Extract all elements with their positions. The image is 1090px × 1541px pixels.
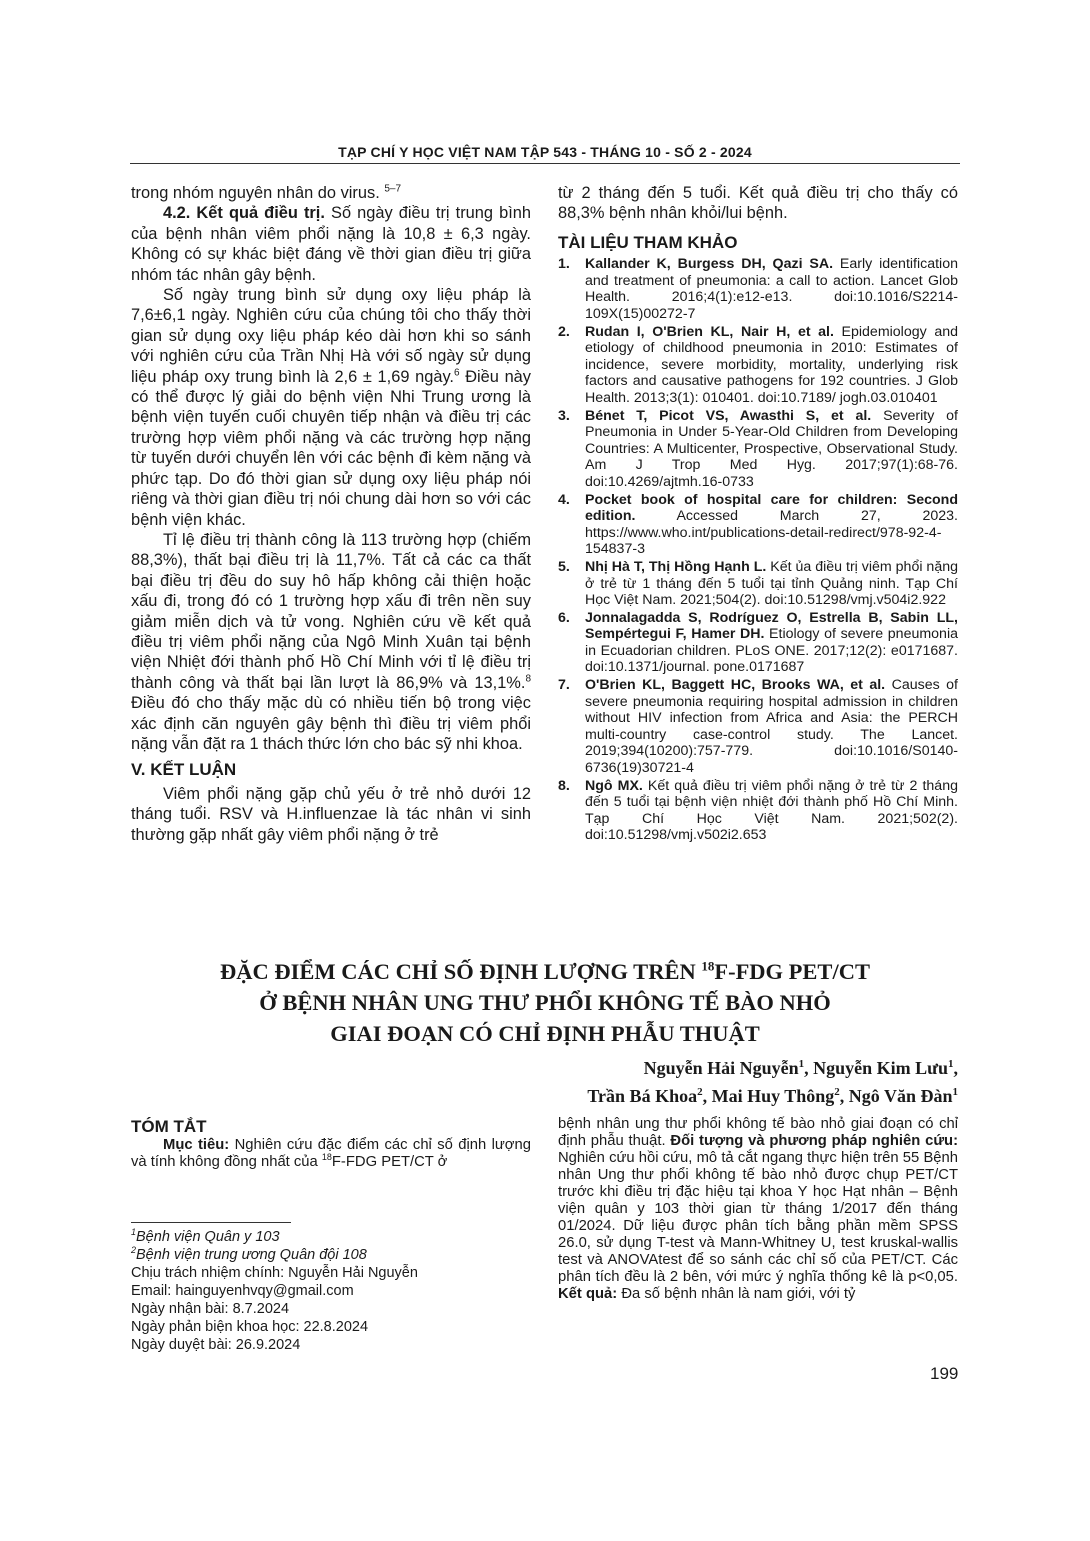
reference-details: Early identification and treatment of pneumonia: a call to action. Lancet Glob Health. 2016;4(1):e12-e13. doi:10.1016/S2214-109X(15)00272-7 — [585, 256, 958, 322]
reference-authors: Rudan I, O'Brien KL, Nair H, et al. — [585, 323, 834, 340]
abstract-body: bệnh nhân ung thư phổi không tế bào nhỏ giai đoạn có chỉ định phẫu thuật. Đối tượng và phương pháp nghiên cứu: Nghiên cứu hồi cứu, mô tả cắt ngang thực hiện trên 55 Bệnh nhân Ung thư phổi không tế bào nhỏ được chụp PET/CT trước khi điều trị đặc hiệu tại khoa Y học Hạt nhân – Bệnh viện quân y 103 thời gian từ tháng 1/2017 đến tháng 01/2024. Dữ liệu được phân tích bằng phần mềm SPSS 26.0, sử dụng T-test và Mann-Whitney U, test kruskal-wallis test và ANOVAtest để so sánh các chỉ số của PET/CT. Các phân tích đều là 2 bên, với mức ý nghĩa thống kê là p<0,05. Kết quả: Đa số bệnh nhân là nam giới, với tỷ — [558, 1116, 958, 1302]
date-received: Ngày nhận bài: 8.7.2024 — [131, 1301, 290, 1317]
author-line-2: Trần Bá Khoa$^2$, Mai Huy Thông$^2$, Ngô Văn Đàn$^1$ — [587, 1086, 958, 1106]
page-number: 199 — [930, 1364, 959, 1383]
paragraph: Viêm phổi nặng gặp chủ yếu ở trẻ nhỏ dưới 12 tháng tuổi. RSV và H.influenzae là tác nhân vi sinh thường gặp nhất gây viêm phổi nặng ở trẻ — [131, 784, 531, 844]
reference-number: 3. — [558, 407, 570, 424]
affiliation-2: $^2$Bệnh viện trung ương Quân đội 108 — [131, 1245, 367, 1263]
footnotes — [131, 1228, 531, 1354]
reference-text — [585, 492, 958, 558]
reference-number: 1. — [558, 256, 570, 273]
reference-text — [585, 610, 958, 676]
date-reviewed: Ngày phản biện khoa học: 22.8.2024 — [131, 1319, 369, 1335]
title-line-3: GIAI ĐOẠN CÓ CHỈ ĐỊNH PHẪU THUẬT — [330, 1021, 760, 1046]
reference-number: 5. — [558, 558, 570, 575]
paragraph: từ 2 tháng đến 5 tuổi. Kết quả điều trị cho thấy có 88,3% bệnh nhân khỏi/lui bệnh. — [558, 184, 958, 223]
reference-authors: Pocket book of hospital care for children: Second edition. — [585, 491, 958, 525]
reference-authors: Kallander K, Burgess DH, Qazi SA. — [585, 256, 834, 273]
reference-authors: Ngô MX. — [585, 777, 643, 794]
reference-item — [558, 677, 958, 777]
left-column — [131, 183, 531, 845]
reference-number: 4. — [558, 491, 570, 508]
journal-header: TẠP CHÍ Y HỌC VIỆT NAM TẬP 543 - THÁNG 10 - SỐ 2 - 2024 — [338, 144, 752, 160]
title-line-2: Ở BỆNH NHÂN UNG THƯ PHỔI KHÔNG TẾ BÀO NHỎ — [259, 990, 831, 1015]
reference-text — [585, 256, 958, 322]
reference-authors: Jonnalagadda S, Rodríguez O, Estrella B, Sabin LL, Sempértegui F, Hamer DH. — [585, 609, 958, 643]
reference-details: Kết quả điều trị viêm phổi nặng ở trẻ từ 2 tháng đến 5 tuổi tại bệnh viện nhiệt đới thành phố Hồ Chí Minh. Tạp Chí Học Việt Nam. 2021;502(2). doi:10.51298/vmj.v502i2.653 — [585, 777, 958, 844]
reference-number: 8. — [558, 777, 570, 794]
reference-item — [558, 492, 958, 558]
reference-authors: Nhị Hà T, Thị Hồng Hạnh L. — [585, 558, 767, 575]
subsection-heading: 4.2. Kết quả điều trị. — [163, 204, 325, 223]
reference-authors: Bénet T, Picot VS, Awasthi S, et al. — [585, 407, 872, 424]
date-accepted: Ngày duyệt bài: 26.9.2024 — [131, 1337, 301, 1353]
reference-item — [558, 256, 958, 322]
paragraph: trong nhóm nguyên nhân do virus. $^{5-7}$ — [131, 183, 402, 202]
reference-authors: O'Brien KL, Baggett HC, Brooks WA, et al. — [585, 677, 886, 694]
reference-number: 2. — [558, 323, 570, 340]
right-column — [558, 183, 958, 845]
reference-details: Epidemiology and etiology of childhood pneumonia in 2010: Estimates of incidence, severe morbidity, mortality, underlying risk factors and causative pathogens for 192 countries. J Glob Health. 2013;3(1): 010401. doi:10.7189/ jogh.03.010401 — [585, 323, 958, 406]
references-list — [558, 256, 958, 844]
email: Email: hainguyenhvqy@gmail.com — [131, 1283, 354, 1299]
header-rule — [130, 163, 960, 164]
reference-text — [585, 408, 958, 491]
reference-item — [558, 610, 958, 676]
paragraph: Số ngày trung bình sử dụng oxy liệu pháp là 7,6±6,1 ngày. Nghiên cứu của chúng tôi cho thấy thời gian sử dụng oxy liệu pháp kéo dài hơn khi so sánh với nghiên cứu của Trần Nhị Hà với số ngày sử dụng liệu pháp oxy trung bình là 2,6 ± 1,69 ngày.$^6$ Điều này có thể được lý giải do bệnh viện Nhi Trung ương là bệnh viện tuyến cuối chuyên tiếp nhận và điều trị các trường hợp viêm phổi nặng và các trường hợp nặng từ tuyến dưới chuyển lên với các bệnh đi kèm nặng và phức tạp. Do đó thời gian sử dụng oxy liệu pháp nói riêng và thời gian điều trị nói chung dài hơn so với các bệnh viện khác. — [131, 286, 531, 529]
paragraph: Tỉ lệ điều trị thành công là 113 trường hợp (chiếm 88,3%), thất bại điều trị là 11,7%. Tất cả các ca thất bại điều trị đều do suy hô hấp không cải thiện hoặc xấu đi, trong đó có 1 trường hợp xấu đi trên nền suy giảm miễn dịch và tử vong. Nghiên cứu về kết quả điều trị viêm phổi nặng của Ngô Minh Xuân tại bệnh viện Nhiệt đới thành phố Hồ Chí Minh với tỉ lệ điều trị thành công và thất bại lần lượt là 86,9% và 13,1%.$^8$ Điều đó cho thấy mặc dù có nhiều tiến bộ trong việc xác định căn nguyên gây bệnh thì điều trị viêm phổi nặng vẫn đặt ra 1 thách thức lớn cho bác sỹ nhi khoa. — [131, 530, 531, 753]
reference-text — [585, 559, 958, 609]
footnote-rule — [131, 1222, 291, 1223]
abstract-objective: Mục tiêu: Nghiên cứu đặc điểm các chỉ số định lượng và tính không đồng nhất của $^{18}$F-FDG PET/CT ở — [131, 1137, 531, 1170]
article-title — [130, 956, 960, 1049]
reference-number: 7. — [558, 677, 570, 694]
title-line-1: ĐẶC ĐIỂM CÁC CHỈ SỐ ĐỊNH LƯỢNG TRÊN $^{18}$F-FDG PET/CT — [220, 958, 870, 984]
author-list — [587, 1054, 958, 1110]
reference-item — [558, 324, 958, 407]
reference-item — [558, 559, 958, 609]
abstract-left — [131, 1118, 531, 1171]
reference-number: 6. — [558, 609, 570, 626]
abstract-right — [558, 1116, 958, 1303]
author-line-1: Nguyễn Hải Nguyễn$^1$, Nguyễn Kim Lưu$^1$, — [643, 1058, 958, 1078]
reference-text — [585, 677, 958, 777]
reference-item — [558, 778, 958, 844]
affiliation-1: $^1$Bệnh viện Quân y 103 — [131, 1227, 280, 1245]
abstract-heading: TÓM TẮT — [131, 1117, 207, 1136]
reference-text — [585, 324, 958, 407]
references-heading: TÀI LIỆU THAM KHẢO — [558, 232, 738, 252]
paragraph: 4.2. Kết quả điều trị. Số ngày điều trị trung bình của bệnh nhân viêm phổi nặng là 10,8 ± 6,3 ngày. Không có sự khác biệt đáng về thời gian điều trị giữa nhóm tác nhân gây bệnh. — [131, 204, 531, 284]
reference-details: Kết ủa điều trị viêm phổi nặng ở trẻ từ 1 tháng đến 5 tuổi tại tỉnh Quảng ninh. Tạp Chí Học Việt Nam. 2021;504(2). doi:10.51298/vmj.v504i2.922 — [585, 558, 958, 609]
reference-details: Etiology of severe pneumonia in Ecuadorian children. PLoS ONE. 2017;12(2): e0171687. doi:10.1371/journal. pone.0171687 — [585, 626, 958, 676]
reference-item — [558, 408, 958, 491]
section-heading: V. KẾT LUẬN — [131, 760, 237, 780]
reference-details: Severity of Pneumonia in Under 5-Year-Old Children from Developing Countries: A Multicenter, Prospective, Observational Study. Am J Trop Med Hyg. 2017;97(1):68-76. doi:10.4269/ajtmh.16-0733 — [585, 407, 958, 490]
reference-text — [585, 778, 958, 844]
reference-details: Causes of severe pneumonia requiring hospital admission in children without HIV infection from Africa and Asia: the PERCH multi-country case-control study. The Lancet. 2019;394(10200):757-779. doi:10.1016/S0140-6736(19)30721-4 — [585, 677, 958, 777]
corresponding-author: Chịu trách nhiệm chính: Nguyễn Hải Nguyễn — [131, 1265, 418, 1281]
reference-details: Accessed March 27, 2023. https://www.who.int/publications-detail-redirect/978-92-4-154837-3 — [585, 508, 958, 558]
